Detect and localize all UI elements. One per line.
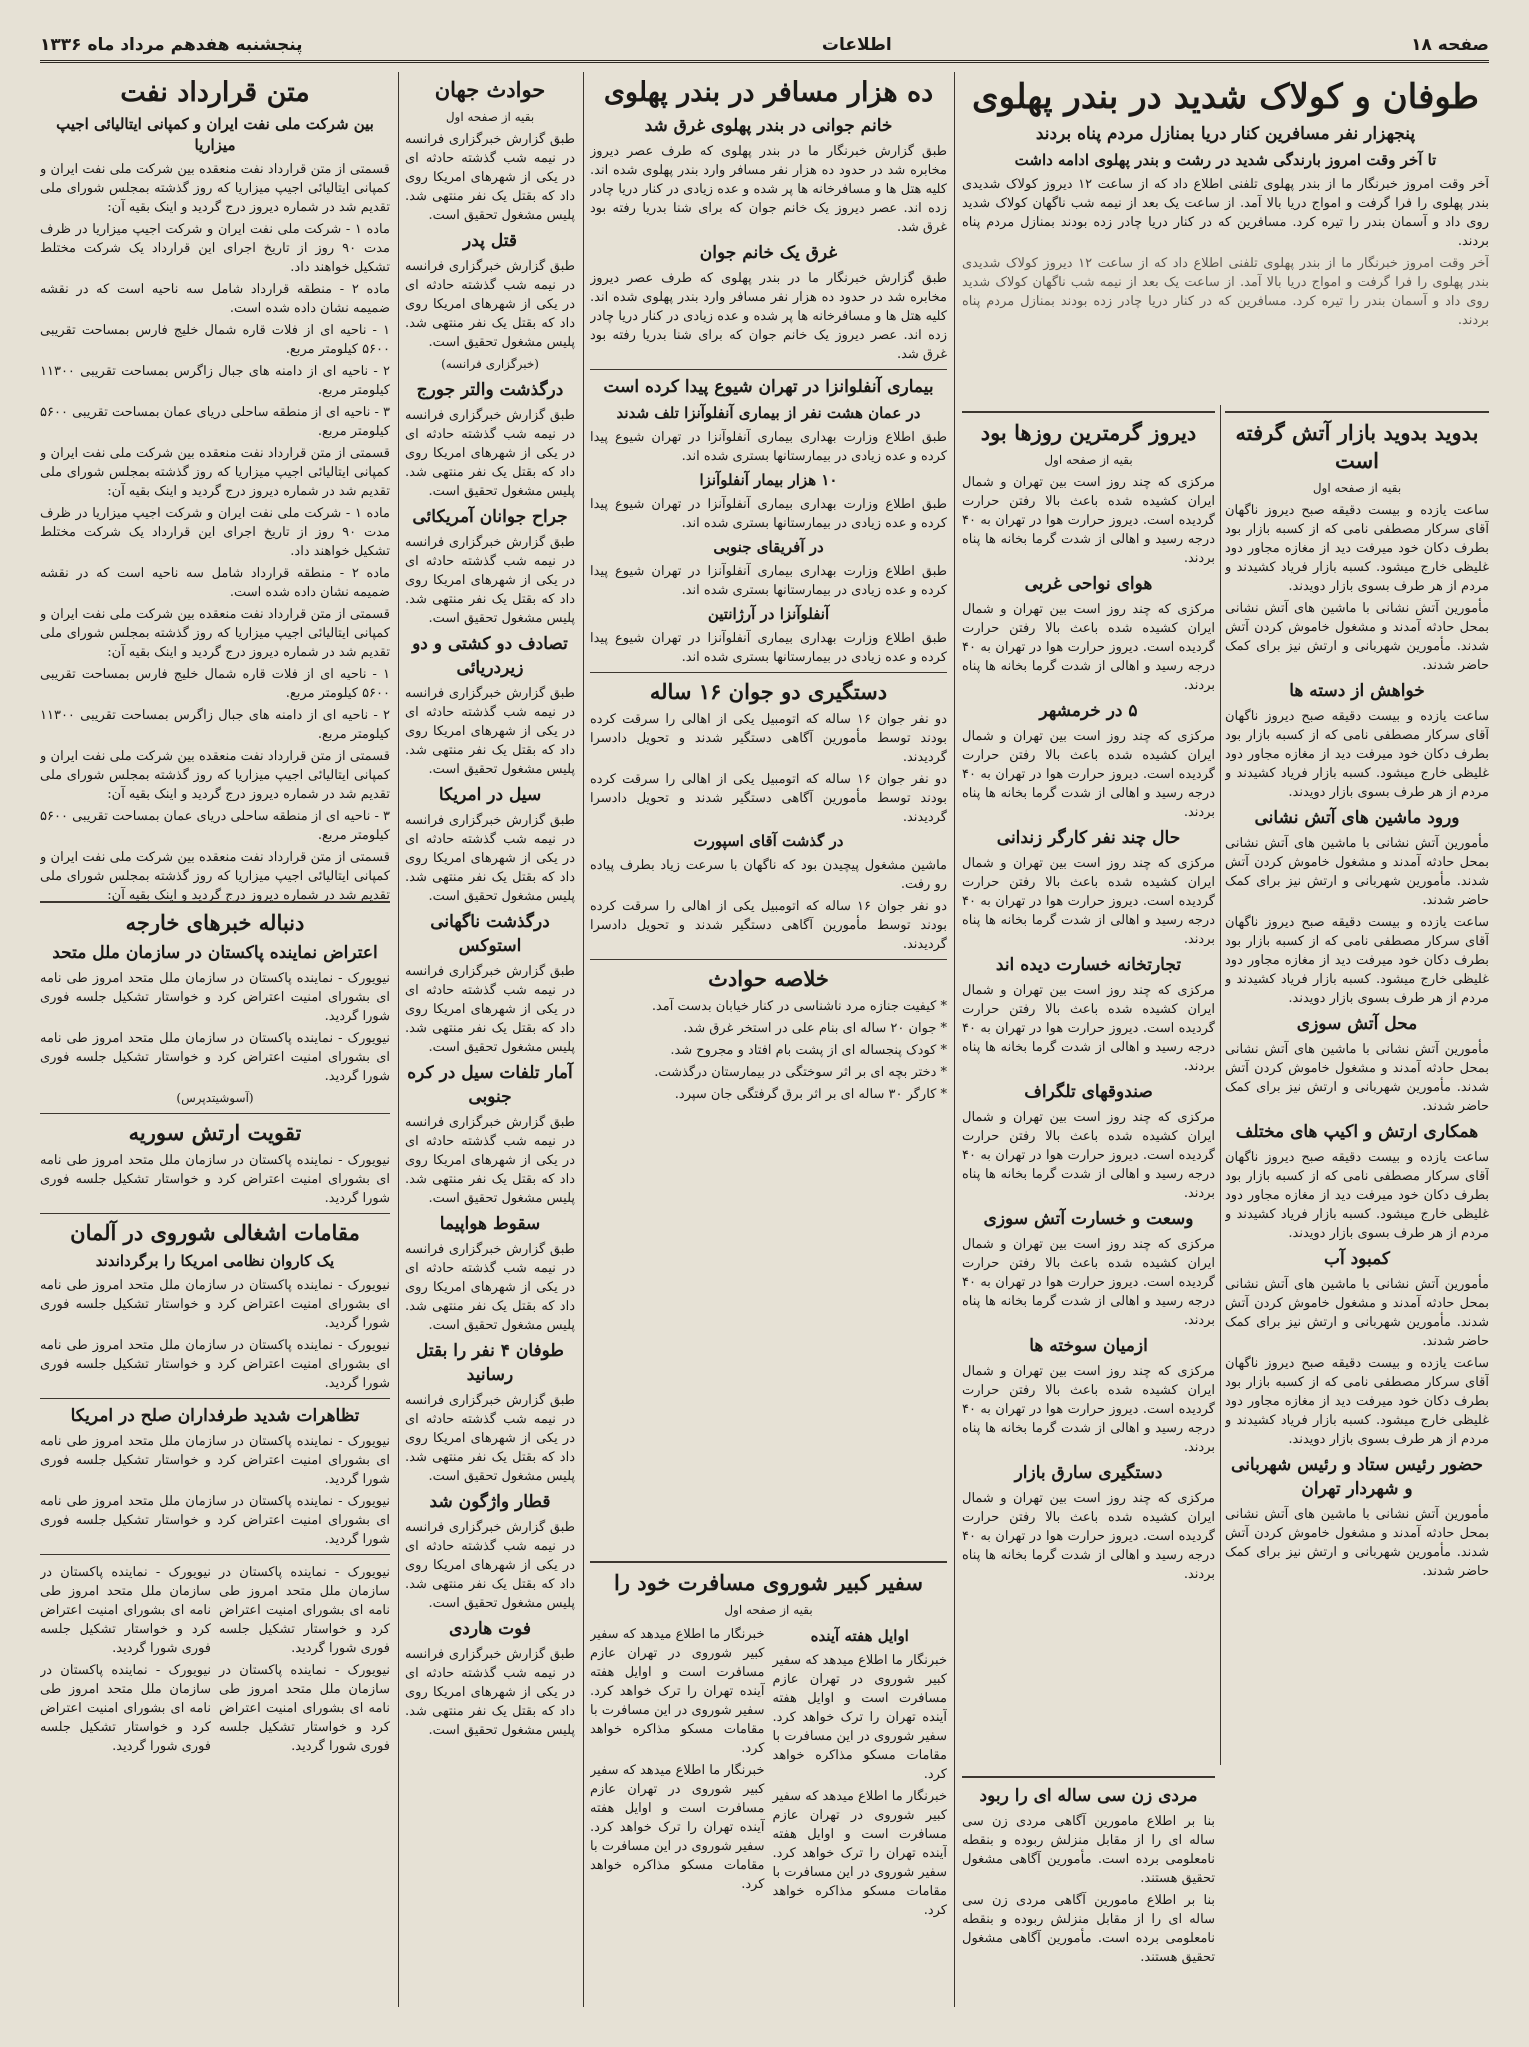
flu-body-4: طبق اطلاع وزارت بهداری بیماری آنفلوآنزا در تهران شیوع پیدا کرده و عده زیادی در بیمارستانها بستری شده اند.: [590, 631, 947, 665]
world-body-7: طبق گزارش خبرگزاری فرانسه در نیمه شب گذشته حادثه ای در یکی از شهرهای امریکا روی داد که بقتل یک نفر منتهی شد. پلیس مشغول تحقیق است.: [405, 964, 575, 1055]
storm-subhead: پنجهزار نفر مسافرین کنار دریا بمنازل مردم پناه بردند: [1035, 124, 1416, 144]
summary-item: * کیفیت جنازه مرد ناشناسی در کنار خیابان بدست آمد.: [651, 999, 947, 1014]
oil-article-4: ۲ - ناحیه ای از دامنه های جبال زاگرس بمساحت تقریبی ۱۱۳۰۰ کیلومتر مربع.: [40, 364, 390, 398]
foreign-body-9: نیویورک - نماینده پاکستان در سازمان ملل متحد امروز طی نامه ای بشورای امنیت اعتراض کرد و خواستار تشکیل جلسه فوری شورا گردید.: [219, 1663, 390, 1754]
heat-sub-4: تجارتخانه خسارت دیده اند: [995, 955, 1182, 975]
ship-headline: ده هزار مسافر در بندر پهلوی: [603, 77, 934, 108]
fire-body-8: مأمورین آتش نشانی با ماشین های آتش نشانی بمحل حادثه آمدند و مشغول خاموش کردن آتش شدند. مأمورین شهربانی و ارتش نیز برای کمک حاضر شدند.: [1225, 1277, 1489, 1349]
masthead: [40, 30, 1489, 63]
soviet-body-4: خبرنگار ما اطلاع میدهد که سفیر کبیر شوروی در تهران عازم مسافرت است و اوایل هفته آینده تهران را ترک خواهد کرد. سفیر شوروی در این مسافرت با مقامات مسکو مذاکره خواهد کرد.: [590, 1763, 765, 1892]
page-number: صفحه ۱۸: [1411, 35, 1489, 55]
fire-sub-6: حضور رئیس ستاد و رئیس شهربانی و شهردار تهران: [1231, 1455, 1483, 1499]
storm-body: آخر وقت امروز خبرنگار ما از بندر پهلوی تلفنی اطلاع داد که از ساعت ۱۲ دیروز کولاک شدیدی بندر پهلوی را فرا گرفت و امواج دریا بالا آمد. از ساعت یک بعد از نیمه شب ناگهان کولاک شدید روی داد و آسمان بندر را تیره کرد. مسافرین که در کنار دریا چادر زده بودند بمنازل مردم پناه بردند.: [962, 177, 1489, 249]
oil-article-1b: ماده ۱ - شرکت ملی نفت ایران و شرکت اجیپ میزاریا در ظرف مدت ۹۰ روز از تاریخ اجرای این قرارداد یک شرکت مختلط تشکیل خواهند داد.: [40, 506, 390, 559]
oil-article-3: ۱ - ناحیه ای از فلات قاره شمال خلیج فارس بمساحت تقریبی ۵۶۰۰ کیلومتر مربع.: [40, 323, 390, 357]
column-rule: [583, 72, 584, 2007]
world-continued: بقیه از صفحه اول: [445, 110, 535, 124]
column-rule: [1220, 405, 1221, 1765]
soviet-article: [590, 1555, 947, 2005]
summary-item: * جوان ۲۰ ساله ای بنام علی در استخر غرق شد.: [683, 1021, 947, 1036]
foreign-body-8: نیویورک - نماینده پاکستان در سازمان ملل متحد امروز طی نامه ای بشورای امنیت اعتراض کرد و خواستار تشکیل جلسه فوری شورا گردید.: [219, 1565, 390, 1656]
oil-article-5: ۳ - ناحیه ای از منطقه ساحلی دریای عمان بمساحت تقریبی ۵۶۰۰ کیلومتر مربع.: [40, 405, 390, 439]
soviet-col-right: [773, 1622, 948, 1923]
fire-body-2: مأمورین آتش نشانی با ماشین های آتش نشانی بمحل حادثه آمدند و مشغول خاموش کردن آتش شدند. مأمورین شهربانی و ارتش نیز برای کمک حاضر شدند.: [1225, 601, 1489, 673]
soviet-body: خبرنگار ما اطلاع میدهد که سفیر کبیر شوروی در تهران عازم مسافرت است و اوایل هفته آینده تهران را ترک خواهد کرد. سفیر شوروی در این مسافرت با مقامات مسکو مذاکره خواهد کرد.: [772, 1653, 947, 1782]
fire-body: ساعت یازده و بیست دقیقه صبح دیروز ناگهان آقای سرکار مصطفی نامی که از کسبه بازار بود بطرف دکان خود میرفت دید از مغازه مجاور دود غلیظی خارج میشود. کسبه بازار فریاد کشیدند و مردم از هر طرف بسوی بازار دویدند.: [1225, 503, 1489, 594]
world-body-9: طبق گزارش خبرگزاری فرانسه در نیمه شب گذشته حادثه ای در یکی از شهرهای امریکا روی داد که بقتل یک نفر منتهی شد. پلیس مشغول تحقیق است.: [405, 1242, 575, 1333]
soviet-headline: سفیر کبیر شوروی مسافرت خود را: [613, 1570, 924, 1595]
soviet-col-left: [590, 1622, 765, 1923]
foreign-news: [40, 895, 390, 2005]
heat-sub-6: وسعت و خسارت آتش سوزی: [983, 1209, 1194, 1229]
soviet-continued: بقیه از صفحه اول: [724, 1603, 813, 1617]
oil-body-3: قسمتی از متن قرارداد نفت منعقده بین شرکت ملی نفت ایران و کمپانی ایتالیائی اجیپ میزاریا که روز گذشته بمجلس شورای ملی تقدیم شد در شماره دیروز درج گردید و اینک بقیه آن:: [40, 607, 390, 660]
oil-article: [40, 72, 390, 932]
foreign-sub-4: تظاهرات شدید طرفداران صلح در امریکا: [70, 1406, 360, 1426]
world-sub-3: جراح جوانان آمریکائی: [412, 507, 568, 527]
world-sub-1: قتل پدر: [463, 231, 517, 251]
fire-body-6: مأمورین آتش نشانی با ماشین های آتش نشانی بمحل حادثه آمدند و مشغول خاموش کردن آتش شدند. مأمورین شهربانی و ارتش نیز برای کمک حاضر شدند.: [1225, 1042, 1489, 1114]
world-sub-4: تصادف دو کشتی و دو زیردریائی: [412, 634, 568, 678]
heat-sub-5: صندوقهای تلگراف: [1024, 1082, 1153, 1102]
oil-body-2: قسمتی از متن قرارداد نفت منعقده بین شرکت ملی نفت ایران و کمپانی ایتالیائی اجیپ میزاریا که روز گذشته بمجلس شورای ملی تقدیم شد در شماره دیروز درج گردید و اینک بقیه آن:: [40, 446, 390, 499]
fire-sub-2: ورود ماشین های آتش نشانی: [1254, 808, 1460, 828]
fire-sub-3: محل آتش سوزی: [1296, 1014, 1418, 1034]
fire-sub-4: همکاری ارتش و اکیپ های مختلف: [1235, 1122, 1479, 1142]
fire-headline: بدوید بدوید بازار آتش گرفته است: [1235, 420, 1479, 473]
oil-headline: متن قرارداد نفت: [120, 77, 310, 108]
flu-body-2: طبق اطلاع وزارت بهداری بیماری آنفلوآنزا در تهران شیوع پیدا کرده و عده زیادی در بیمارستانها بستری شده اند.: [590, 497, 947, 531]
woman-body: بنا بر اطلاع مامورین آگاهی مردی زن سی ساله ای را از مقابل منزلش ربوده و بنقطه نامعلومی برده است. مأمورین آگاهی مشغول تحقیق هستند.: [962, 1814, 1215, 1886]
ship-article: [590, 72, 947, 1552]
fire-body-9: ساعت یازده و بیست دقیقه صبح دیروز ناگهان آقای سرکار مصطفی نامی که از کسبه بازار بود بطرف دکان خود میرفت دید از مغازه مجاور دود غلیظی خارج میشود. کسبه بازار فریاد کشیدند و مردم از هر طرف بسوی بازار دویدند.: [1225, 1356, 1489, 1447]
foreign-sub-1: اعتراض نماینده پاکستان در سازمان ملل متحد: [52, 943, 378, 963]
flu-sub-1: ۱۰ هزار بیمار آنفلوآنزا: [699, 471, 838, 489]
storm-article: [962, 72, 1489, 402]
world-body-6: طبق گزارش خبرگزاری فرانسه در نیمه شب گذشته حادثه ای در یکی از شهرهای امریکا روی داد که بقتل یک نفر منتهی شد. پلیس مشغول تحقیق است.: [405, 813, 575, 904]
world-article: [405, 72, 575, 2007]
heat-body-2: مرکزی که چند روز است بین تهران و شمال ایران کشیده شده باعث بالا رفتن حرارت گردیده است. دیروز حرارت هوا در تهران به ۴۰ درجه رسید و اهالی از شدت گرما بخانه ها پناه بردند.: [962, 602, 1215, 693]
oil-article-2b: ماده ۲ - منطقه قرارداد شامل سه ناحیه است که در نقشه ضمیمه نشان داده شده است.: [40, 566, 390, 600]
heat-body-8: مرکزی که چند روز است بین تهران و شمال ایران کشیده شده باعث بالا رفتن حرارت گردیده است. دیروز حرارت هوا در تهران به ۴۰ درجه رسید و اهالی از شدت گرما بخانه ها پناه بردند.: [962, 1364, 1215, 1455]
issue-date: پنجشنبه هفدهم مرداد ماه ۱۳۳۶: [40, 35, 303, 55]
oil-body: قسمتی از متن قرارداد نفت منعقده بین شرکت ملی نفت ایران و کمپانی ایتالیائی اجیپ میزاریا که روز گذشته بمجلس شورای ملی تقدیم شد در شماره دیروز درج گردید و اینک بقیه آن:: [40, 162, 390, 215]
oil-body-5: قسمتی از متن قرارداد نفت منعقده بین شرکت ملی نفت ایران و کمپانی ایتالیائی اجیپ میزاریا که روز گذشته بمجلس شورای ملی تقدیم شد در شماره دیروز درج گردید و اینک بقیه آن:: [40, 850, 390, 903]
storm-headline: طوفان و کولاک شدید در بندر پهلوی: [972, 77, 1479, 117]
foreign-body-7: نیویورک - نماینده پاکستان در سازمان ملل متحد امروز طی نامه ای بشورای امنیت اعتراض کرد و خواستار تشکیل جلسه فوری شورا گردید.: [40, 1494, 390, 1547]
summary-item: * کارگر ۳۰ ساله ای بر اثر برق گرفتگی جان سپرد.: [674, 1087, 947, 1102]
world-body-2: طبق گزارش خبرگزاری فرانسه در نیمه شب گذشته حادثه ای در یکی از شهرهای امریکا روی داد که بقتل یک نفر منتهی شد. پلیس مشغول تحقیق است.: [405, 259, 575, 350]
column-rule: [954, 72, 955, 2007]
foreign-headline: دنباله خبرهای خارجه: [125, 910, 305, 935]
world-headline: حوادث جهان: [434, 77, 546, 102]
world-sub-7: آمار تلفات سیل در کره جنوبی: [407, 1063, 573, 1107]
heat-sub-1: هوای نواحی غربی: [1024, 574, 1153, 594]
world-body-10: طبق گزارش خبرگزاری فرانسه در نیمه شب گذشته حادثه ای در یکی از شهرهای امریکا روی داد که بقتل یک نفر منتهی شد. پلیس مشغول تحقیق است.: [405, 1393, 575, 1484]
heat-article: [962, 405, 1215, 1765]
heat-body-7: مرکزی که چند روز است بین تهران و شمال ایران کشیده شده باعث بالا رفتن حرارت گردیده است. دیروز حرارت هوا در تهران به ۴۰ درجه رسید و اهالی از شدت گرما بخانه ها پناه بردند.: [962, 1237, 1215, 1328]
foreign-body-2: نیویورک - نماینده پاکستان در سازمان ملل متحد امروز طی نامه ای بشورای امنیت اعتراض کرد و خواستار تشکیل جلسه فوری شورا گردید.: [40, 1031, 390, 1084]
arrest-headline: دستگیری دو جوان ۱۶ ساله: [649, 679, 888, 704]
foreign-bottom-right: [219, 1560, 390, 1759]
world-sub-9: طوفان ۴ نفر را بقتل رسانید: [416, 1341, 564, 1385]
world-body: طبق گزارش خبرگزاری فرانسه در نیمه شب گذشته حادثه ای در یکی از شهرهای امریکا روی داد که بقتل یک نفر منتهی شد. پلیس مشغول تحقیق است.: [405, 132, 575, 223]
world-sub-2: درگذشت والتر جورج: [416, 380, 564, 400]
world-sub-6: درگذشت ناگهانی استوکس: [430, 912, 550, 956]
fire-body-5: ساعت یازده و بیست دقیقه صبح دیروز ناگهان آقای سرکار مصطفی نامی که از کسبه بازار بود بطرف دکان خود میرفت دید از مغازه مجاور دود غلیظی خارج میشود. کسبه بازار فریاد کشیدند و مردم از هر طرف بسوی بازار دویدند.: [1225, 915, 1489, 1006]
world-sub-11: فوت هاردی: [448, 1619, 532, 1639]
world-body-11: طبق گزارش خبرگزاری فرانسه در نیمه شب گذشته حادثه ای در یکی از شهرهای امریکا روی داد که بقتل یک نفر منتهی شد. پلیس مشغول تحقیق است.: [405, 1520, 575, 1611]
arrest-body-4: دو نفر جوان ۱۶ ساله که اتومبیل یکی از اهالی را سرقت کرده بودند توسط مأمورین آگاهی دستگیر شدند و تحویل دادسرا گردیدند.: [590, 899, 947, 952]
oil-body-4: قسمتی از متن قرارداد نفت منعقده بین شرکت ملی نفت ایران و کمپانی ایتالیائی اجیپ میزاریا که روز گذشته بمجلس شورای ملی تقدیم شد در شماره دیروز درج گردید و اینک بقیه آن:: [40, 749, 390, 802]
newspaper-name: اطلاعات: [821, 35, 892, 55]
foreign-sub-2: تقویت ارتش سوریه: [128, 1120, 302, 1145]
soviet-sub: اوایل هفته آینده: [810, 1627, 909, 1645]
fire-continued: بقیه از صفحه اول: [1312, 481, 1402, 495]
fire-sub-1: خواهش از دسته ها: [1289, 681, 1425, 701]
heat-body-5: مرکزی که چند روز است بین تهران و شمال ایران کشیده شده باعث بالا رفتن حرارت گردیده است. دیروز حرارت هوا در تهران به ۴۰ درجه رسید و اهالی از شدت گرما بخانه ها پناه بردند.: [962, 983, 1215, 1074]
arrest-body: دو نفر جوان ۱۶ ساله که اتومبیل یکی از اهالی را سرقت کرده بودند توسط مأمورین آگاهی دستگیر شدند و تحویل دادسرا گردیدند.: [590, 712, 947, 765]
foreign-body-5: نیویورک - نماینده پاکستان در سازمان ملل متحد امروز طی نامه ای بشورای امنیت اعتراض کرد و خواستار تشکیل جلسه فوری شورا گردید.: [40, 1338, 390, 1391]
heat-sub-8: دستگیری سارق بازار: [1014, 1463, 1163, 1483]
ship-sub-1: غرق یک خانم جوان: [699, 243, 838, 263]
heat-sub-2: ۵ در خرمشهر: [1039, 701, 1138, 721]
woman-article: [962, 1770, 1215, 2005]
arrest-body-3: ماشین مشغول پیچیدن بود که ناگهان با سرعت زیاد بطرف پیاده رو رفت.: [590, 858, 947, 892]
oil-article-5b: ۳ - ناحیه ای از منطقه ساحلی دریای عمان بمساحت تقریبی ۵۶۰۰ کیلومتر مربع.: [40, 809, 390, 843]
world-body-12: طبق گزارش خبرگزاری فرانسه در نیمه شب گذشته حادثه ای در یکی از شهرهای امریکا روی داد که بقتل یک نفر منتهی شد. پلیس مشغول تحقیق است.: [405, 1647, 575, 1738]
column-rule: [398, 72, 399, 2007]
fire-sub-5: کمبود آب: [1323, 1249, 1391, 1269]
fire-body-10: مأمورین آتش نشانی با ماشین های آتش نشانی بمحل حادثه آمدند و مشغول خاموش کردن آتش شدند. مأمورین شهربانی و ارتش نیز برای کمک حاضر شدند.: [1225, 1507, 1489, 1579]
flu-sub-2: در آفریقای جنوبی: [713, 538, 824, 556]
flu-body-3: طبق اطلاع وزارت بهداری بیماری آنفلوآنزا در تهران شیوع پیدا کرده و عده زیادی در بیمارستانها بستری شده اند.: [590, 564, 947, 598]
world-body-8: طبق گزارش خبرگزاری فرانسه در نیمه شب گذشته حادثه ای در یکی از شهرهای امریکا روی داد که بقتل یک نفر منتهی شد. پلیس مشغول تحقیق است.: [405, 1115, 575, 1206]
foreign-bottom-left: [40, 1560, 211, 1759]
summary-item: * کودک پنجساله ای از پشت بام افتاد و مجروح شد.: [670, 1043, 947, 1058]
world-body-4: طبق گزارش خبرگزاری فرانسه در نیمه شب گذشته حادثه ای در یکی از شهرهای امریکا روی داد که بقتل یک نفر منتهی شد. پلیس مشغول تحقیق است.: [405, 535, 575, 626]
heat-sub-7: ازمیان سوخته ها: [1029, 1336, 1148, 1356]
foreign-body: نیویورک - نماینده پاکستان در سازمان ملل متحد امروز طی نامه ای بشورای امنیت اعتراض کرد و خواستار تشکیل جلسه فوری شورا گردید.: [40, 971, 390, 1024]
oil-article-2: ماده ۲ - منطقه قرارداد شامل سه ناحیه است که در نقشه ضمیمه نشان داده شده است.: [40, 282, 390, 316]
fire-body-7: ساعت یازده و بیست دقیقه صبح دیروز ناگهان آقای سرکار مصطفی نامی که از کسبه بازار بود بطرف دکان خود میرفت دید از مغازه مجاور دود غلیظی خارج میشود. کسبه بازار فریاد کشیدند و مردم از هر طرف بسوی بازار دویدند.: [1225, 1150, 1489, 1241]
world-sub-10: قطار واژگون شد: [429, 1492, 551, 1512]
flu-sub-3: آنفلوآنزا در آرژانتین: [707, 605, 830, 623]
flu-subhead: در عمان هشت نفر از بیماری آنفلوآنزا تلف شدند: [616, 404, 921, 422]
flu-body: طبق اطلاع وزارت بهداری بیماری آنفلوآنزا در تهران شیوع پیدا کرده و عده زیادی در بیمارستانها بستری شده اند.: [590, 430, 947, 464]
world-attribution: (خبرگزاری فرانسه): [441, 357, 539, 371]
arrest-body-2: دو نفر جوان ۱۶ ساله که اتومبیل یکی از اهالی را سرقت کرده بودند توسط مأمورین آگاهی دستگیر شدند و تحویل دادسرا گردیدند.: [590, 772, 947, 825]
oil-article-3b: ۱ - ناحیه ای از فلات قاره شمال خلیج فارس بمساحت تقریبی ۵۶۰۰ کیلومتر مربع.: [40, 667, 390, 701]
heat-continued: بقیه از صفحه اول: [1044, 453, 1133, 467]
heat-body-6: مرکزی که چند روز است بین تهران و شمال ایران کشیده شده باعث بالا رفتن حرارت گردیده است. دیروز حرارت هوا در تهران به ۴۰ درجه رسید و اهالی از شدت گرما بخانه ها پناه بردند.: [962, 1110, 1215, 1201]
soviet-body-3: خبرنگار ما اطلاع میدهد که سفیر کبیر شوروی در تهران عازم مسافرت است و اوایل هفته آینده تهران را ترک خواهد کرد. سفیر شوروی در این مسافرت با مقامات مسکو مذاکره خواهد کرد.: [590, 1627, 765, 1756]
oil-subhead: بین شرکت ملی نفت ایران و کمپانی ایتالیائی اجیپ میزاریا: [56, 115, 374, 154]
foreign-bottom-columns: [40, 1560, 390, 1759]
world-body-3: طبق گزارش خبرگزاری فرانسه در نیمه شب گذشته حادثه ای در یکی از شهرهای امریکا روی داد که بقتل یک نفر منتهی شد. پلیس مشغول تحقیق است.: [405, 408, 575, 499]
storm-deck: تا آخر وقت امروز بارندگی شدید در رشت و بندر پهلوی ادامه داشت: [1014, 151, 1437, 169]
ship-subhead: خانم جوانی در بندر پهلوی غرق شد: [644, 116, 893, 136]
foreign-sub-3: مقامات اشغالی شوروی در آلمان: [70, 1220, 360, 1245]
summary-headline: خلاصه حوادث: [708, 966, 829, 991]
foreign-body-10: نیویورک - نماینده پاکستان در سازمان ملل متحد امروز طی نامه ای بشورای امنیت اعتراض کرد و خواستار تشکیل جلسه فوری شورا گردید.: [40, 1565, 211, 1656]
world-sub-5: سیل در امریکا: [438, 785, 542, 805]
woman-body-2: بنا بر اطلاع مامورین آگاهی مردی زن سی ساله ای را از مقابل منزلش ربوده و بنقطه نامعلومی برده است. مأمورین آگاهی مشغول تحقیق هستند.: [962, 1893, 1215, 1965]
heat-sub-3: حال چند نفر کارگر زندانی: [996, 828, 1181, 848]
oil-article-4b: ۲ - ناحیه ای از دامنه های جبال زاگرس بمساحت تقریبی ۱۱۳۰۰ کیلومتر مربع.: [40, 708, 390, 742]
soviet-columns: [590, 1622, 947, 1923]
heat-body-4: مرکزی که چند روز است بین تهران و شمال ایران کشیده شده باعث بالا رفتن حرارت گردیده است. دیروز حرارت هوا در تهران به ۴۰ درجه رسید و اهالی از شدت گرما بخانه ها پناه بردند.: [962, 856, 1215, 947]
arrest-sub-1: در گذشت آقای اسپورت: [693, 832, 844, 850]
summary-item: * دختر بچه ای بر اثر سوختگی در بیمارستان درگذشت.: [654, 1065, 947, 1080]
foreign-body-11: نیویورک - نماینده پاکستان در سازمان ملل متحد امروز طی نامه ای بشورای امنیت اعتراض کرد و خواستار تشکیل جلسه فوری شورا گردید.: [40, 1663, 211, 1754]
ship-body-2: طبق گزارش خبرنگار ما در بندر پهلوی که طرف عصر دیروز مخابره شد در حدود ده هزار نفر مسافر وارد بندر پهلوی شده اند. کلیه هتل ها و مسافرخانه ها پر شده و عده زیادی در کنار دریا چادر زده اند. عصر دیروز یک خانم جوان که برای شنا بدریا رفته بود غرق شد.: [590, 271, 947, 362]
heat-body-3: مرکزی که چند روز است بین تهران و شمال ایران کشیده شده باعث بالا رفتن حرارت گردیده است. دیروز حرارت هوا در تهران به ۴۰ درجه رسید و اهالی از شدت گرما بخانه ها پناه بردند.: [962, 729, 1215, 820]
ship-body: طبق گزارش خبرنگار ما در بندر پهلوی که طرف عصر دیروز مخابره شد در حدود ده هزار نفر مسافر وارد بندر پهلوی شده اند. کلیه هتل ها و مسافرخانه ها پر شده و عده زیادی در کنار دریا چادر زده اند. عصر دیروز یک خانم جوان که برای شنا بدریا رفته بود غرق شد.: [590, 144, 947, 235]
foreign-body-3: نیویورک - نماینده پاکستان در سازمان ملل متحد امروز طی نامه ای بشورای امنیت اعتراض کرد و خواستار تشکیل جلسه فوری شورا گردید.: [40, 1153, 390, 1206]
fire-body-4: مأمورین آتش نشانی با ماشین های آتش نشانی بمحل حادثه آمدند و مشغول خاموش کردن آتش شدند. مأمورین شهربانی و ارتش نیز برای کمک حاضر شدند.: [1225, 836, 1489, 908]
oil-article-1: ماده ۱ - شرکت ملی نفت ایران و شرکت اجیپ میزاریا در ظرف مدت ۹۰ روز از تاریخ اجرای این قرارداد یک شرکت مختلط تشکیل خواهند داد.: [40, 222, 390, 275]
heat-headline: دیروز گرمترین روزها بود: [980, 420, 1197, 445]
woman-headline: مردی زن سی ساله ای را ربود: [979, 1786, 1198, 1806]
flu-headline: بیماری آنفلوانزا در تهران شیوع پیدا کرده است: [603, 377, 934, 397]
world-sub-8: سقوط هواپیما: [439, 1214, 541, 1234]
foreign-attribution: (آسوشیتدپرس): [176, 1091, 254, 1105]
foreign-body-4: نیویورک - نماینده پاکستان در سازمان ملل متحد امروز طی نامه ای بشورای امنیت اعتراض کرد و خواستار تشکیل جلسه فوری شورا گردید.: [40, 1278, 390, 1331]
soviet-body-2: خبرنگار ما اطلاع میدهد که سفیر کبیر شوروی در تهران عازم مسافرت است و اوایل هفته آینده تهران را ترک خواهد کرد. سفیر شوروی در این مسافرت با مقامات مسکو مذاکره خواهد کرد.: [772, 1789, 947, 1918]
world-body-5: طبق گزارش خبرگزاری فرانسه در نیمه شب گذشته حادثه ای در یکی از شهرهای امریکا روی داد که بقتل یک نفر منتهی شد. پلیس مشغول تحقیق است.: [405, 686, 575, 777]
foreign-body-6: نیویورک - نماینده پاکستان در سازمان ملل متحد امروز طی نامه ای بشورای امنیت اعتراض کرد و خواستار تشکیل جلسه فوری شورا گردید.: [40, 1434, 390, 1487]
fire-body-3: ساعت یازده و بیست دقیقه صبح دیروز ناگهان آقای سرکار مصطفی نامی که از کسبه بازار بود بطرف دکان خود میرفت دید از مغازه مجاور دود غلیظی خارج میشود. کسبه بازار فریاد کشیدند و مردم از هر طرف بسوی بازار دویدند.: [1225, 709, 1489, 800]
fire-article: [1225, 405, 1489, 2005]
heat-body: مرکزی که چند روز است بین تهران و شمال ایران کشیده شده باعث بالا رفتن حرارت گردیده است. دیروز حرارت هوا در تهران به ۴۰ درجه رسید و اهالی از شدت گرما بخانه ها پناه بردند.: [962, 475, 1215, 566]
heat-body-9: مرکزی که چند روز است بین تهران و شمال ایران کشیده شده باعث بالا رفتن حرارت گردیده است. دیروز حرارت هوا در تهران به ۴۰ درجه رسید و اهالی از شدت گرما بخانه ها پناه بردند.: [962, 1491, 1215, 1582]
storm-body-continued: آخر وقت امروز خبرنگار ما از بندر پهلوی تلفنی اطلاع داد که از ساعت ۱۲ دیروز کولاک شدیدی بندر پهلوی را فرا گرفت و امواج دریا بالا آمد. از ساعت یک بعد از نیمه شب ناگهان کولاک شدید روی داد و آسمان بندر را تیره کرد. مسافرین که در کنار دریا چادر زده بودند بمنازل مردم پناه بردند.: [962, 256, 1489, 328]
foreign-sub-3b: یک کاروان نظامی امریکا را برگرداندند: [95, 1252, 335, 1270]
